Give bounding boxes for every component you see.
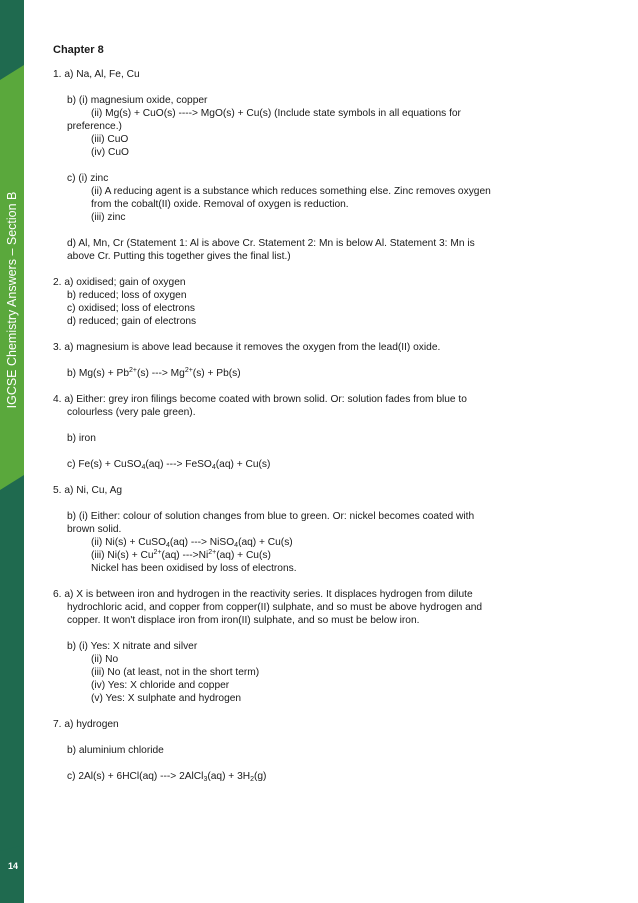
q1-b-i: b) (i) magnesium oxide, copper	[67, 95, 208, 106]
q4-a: 4. a) Either: grey iron filings become coated with brown solid. Or: solution fades from blue to	[53, 394, 467, 405]
q1-d-cont: above Cr. Putting this together gives the final list.)	[67, 251, 291, 262]
q2-c: c) oxidised; loss of electrons	[67, 303, 195, 314]
q7-c-equation: c) 2Al(s) + 6HCl(aq) ---> 2AlCl$_3$(aq) + $3H_2(g)$	[67, 771, 267, 783]
q1-c-ii-cont: from the cobalt(II) oxide. Removal of oxygen is reduction.	[91, 199, 349, 210]
q4-b: b) iron	[67, 433, 96, 444]
q5-b-i: b) (i) Either: colour of solution changes from blue to green. Or: nickel becomes coated with	[67, 511, 475, 522]
q6-a-line1: 6. a) X is between iron and hydrogen in the reactivity series. It displaces hydrogen from dilute	[53, 589, 473, 600]
q3-a: 3. a) magnesium is above lead because it removes the oxygen from the lead(II) oxide.	[53, 342, 441, 353]
q1-b-ii-cont: preference.)	[67, 121, 122, 132]
q5-b-i-cont: brown solid.	[67, 524, 122, 535]
q5-a: 5. a) Ni, Cu, Ag	[53, 485, 123, 496]
q6-b-iv: (iv) Yes: X chloride and copper	[91, 680, 230, 691]
section-title-vertical: IGCSE Chemistry Answers – Section B	[5, 191, 19, 409]
q1-d: d) Al, Mn, Cr (Statement 1: Al is above Cr. Statement 2: Mn is below Al. Statement 3: Mn is	[67, 238, 475, 249]
q1-c-i: c) (i) zinc	[67, 173, 109, 184]
q1-c-iii: (iii) zinc	[91, 212, 126, 223]
q6-b-ii: (ii) No	[91, 654, 119, 665]
q1-a: 1. a) Na, Al, Fe, Cu	[53, 69, 140, 80]
q1-b-iii: (iii) CuO	[91, 134, 129, 145]
q2-d: d) reduced; gain of electrons	[67, 316, 197, 327]
q2-b: b) reduced; loss of oxygen	[67, 290, 187, 301]
q1-b-iv: (iv) CuO	[91, 147, 129, 158]
q6-b-v: (v) Yes: X sulphate and hydrogen	[91, 693, 242, 704]
q5-b-iv: Nickel has been oxidised by loss of electrons.	[91, 563, 297, 574]
q6-a-line2: hydrochloric acid, and copper from copper(II) sulphate, and so must be above hydrogen and	[67, 602, 483, 613]
q7-a: 7. a) hydrogen	[53, 719, 119, 730]
page-number: 14	[7, 861, 18, 871]
q4-c-equation: c) Fe(s) + CuSO$_4$(aq) ---> FeSO$_4$(aq) + Cu(s)	[67, 459, 271, 471]
q5-b-ii-equation: (ii) Ni(s) + CuSO$_4$(aq) ---> NiSO$_4$(aq) + Cu(s)	[91, 537, 293, 549]
q5-b-iii-equation: (iii) $Ni(s) + Cu^{2+}(aq) --->Ni^{2+}(aq) + Cu(s)$	[91, 549, 271, 561]
q3-b-equation: b) $Mg(s) + Pb^{2+}(s)$ ---> $Mg^{2+}(s) + Pb(s)$	[67, 367, 241, 379]
chapter-title: Chapter 8	[53, 44, 104, 56]
q7-b: b) aluminium chloride	[67, 745, 164, 756]
q6-a-line3: copper. It won't displace iron from iron(II) sulphate, and so must be below iron.	[67, 615, 420, 626]
q4-a-cont: colourless (very pale green).	[67, 407, 196, 418]
q6-b-iii: (iii) No (at least, not in the short term)	[91, 667, 260, 678]
sidebar-tab	[0, 0, 24, 903]
q1-c-ii: (ii) A reducing agent is a substance which reduces something else. Zinc removes oxygen	[91, 186, 491, 197]
q2-a: 2. a) oxidised; gain of oxygen	[53, 277, 186, 288]
q1-b-ii: (ii) Mg(s) + CuO(s) ----> MgO(s) + Cu(s) (Include state symbols in all equations for	[91, 108, 461, 119]
q6-b-i: b) (i) Yes: X nitrate and silver	[67, 641, 198, 652]
answers-content	[53, 44, 593, 783]
